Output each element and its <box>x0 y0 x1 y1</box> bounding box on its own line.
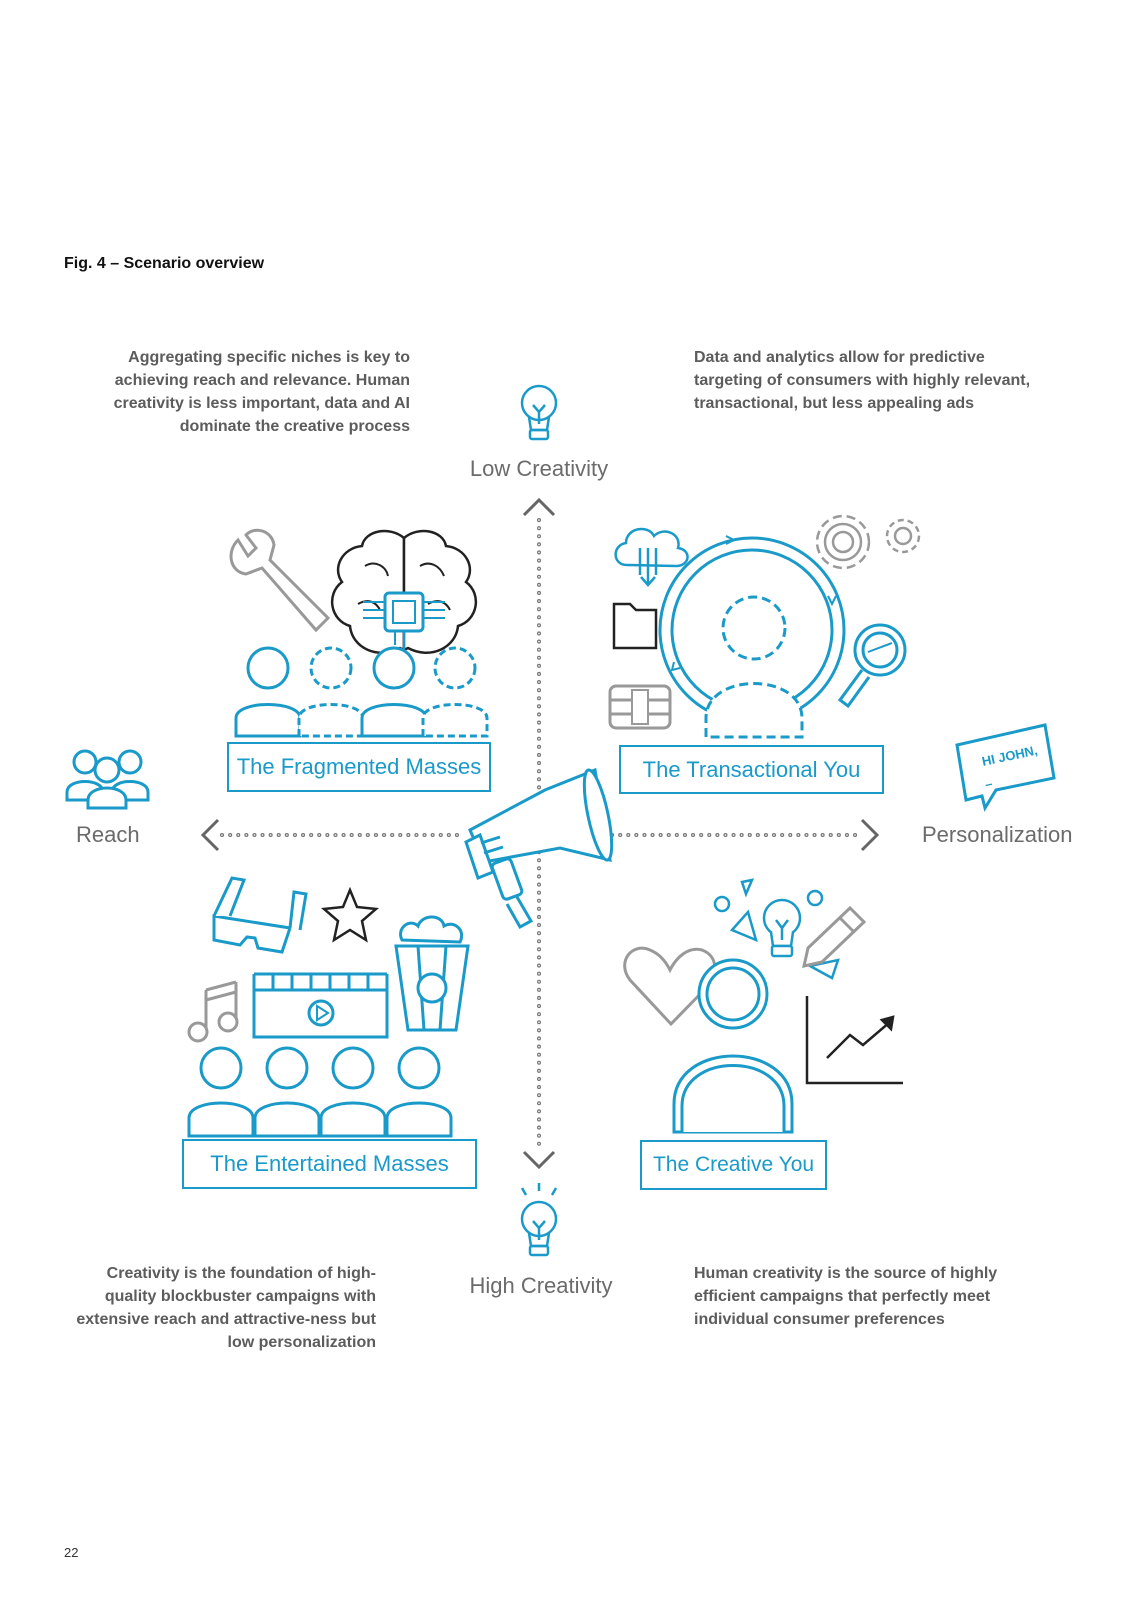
people-icon <box>189 1048 451 1136</box>
glasses-3d-icon <box>214 878 306 952</box>
axis-label-reach: Reach <box>76 822 140 847</box>
svg-text:HI JOHN,: HI JOHN, <box>980 742 1039 769</box>
music-note-icon <box>189 982 237 1041</box>
scenario-label-transactional-you: The Transactional You <box>619 745 884 794</box>
description-transactional-you: Data and analytics allow for predictive targeting of consumers with highly relevant, transactional, but less appealing ads <box>694 349 1031 412</box>
axis-label-low-creativity: Low Creativity <box>469 456 609 481</box>
description-creative-you: Human creativity is the source of highly efficient campaigns that perfectly meet individual consumer preferences <box>694 1265 998 1328</box>
folder-icon <box>614 604 656 648</box>
lightbulb-icon <box>764 900 800 956</box>
target-circle-icon <box>660 536 844 737</box>
axis-label-high-creativity: High Creativity <box>469 1273 613 1298</box>
page-number: 22 <box>64 1545 79 1560</box>
description-fragmented-masses: Aggregating specific niches is key to achieving reach and relevance. Human creativity is less important, data and AI dominate the creative process <box>113 349 410 435</box>
gears-icon <box>817 516 919 568</box>
scenario-label-creative-you: The Creative You <box>640 1140 827 1190</box>
film-strip-icon <box>254 974 387 1037</box>
arrow-left-icon <box>203 820 218 850</box>
axis-label-personalization: Personalization <box>922 822 1073 847</box>
svg-text:–: – <box>983 775 994 792</box>
arrow-down-icon <box>524 1152 554 1167</box>
chat-bubble-icon <box>957 725 1054 808</box>
magnifier-icon <box>840 625 905 706</box>
scenario-label-entertained-masses: The Entertained Masses <box>182 1139 477 1189</box>
arrow-up-icon <box>524 500 554 515</box>
star-icon <box>324 890 376 940</box>
scenario-label-fragmented-masses: The Fragmented Masses <box>227 742 491 792</box>
lightbulb-icon <box>522 386 556 439</box>
people-icon <box>236 648 487 736</box>
wrench-icon <box>231 530 328 630</box>
reach-people-icon <box>67 751 148 808</box>
popcorn-icon <box>396 917 468 1030</box>
brain-chip-icon <box>332 531 476 653</box>
lightbulb-icon <box>522 1183 556 1255</box>
pencil-icon <box>804 908 864 966</box>
description-entertained-masses: Creativity is the foundation of high-quality blockbuster campaigns with extensive reach and attractive-ness but low personalization <box>76 1265 376 1351</box>
growth-chart-icon <box>807 996 903 1083</box>
arrow-right-icon <box>862 820 877 850</box>
database-icon <box>610 686 670 728</box>
figure-title: Fig. 4 – Scenario overview <box>64 255 265 272</box>
